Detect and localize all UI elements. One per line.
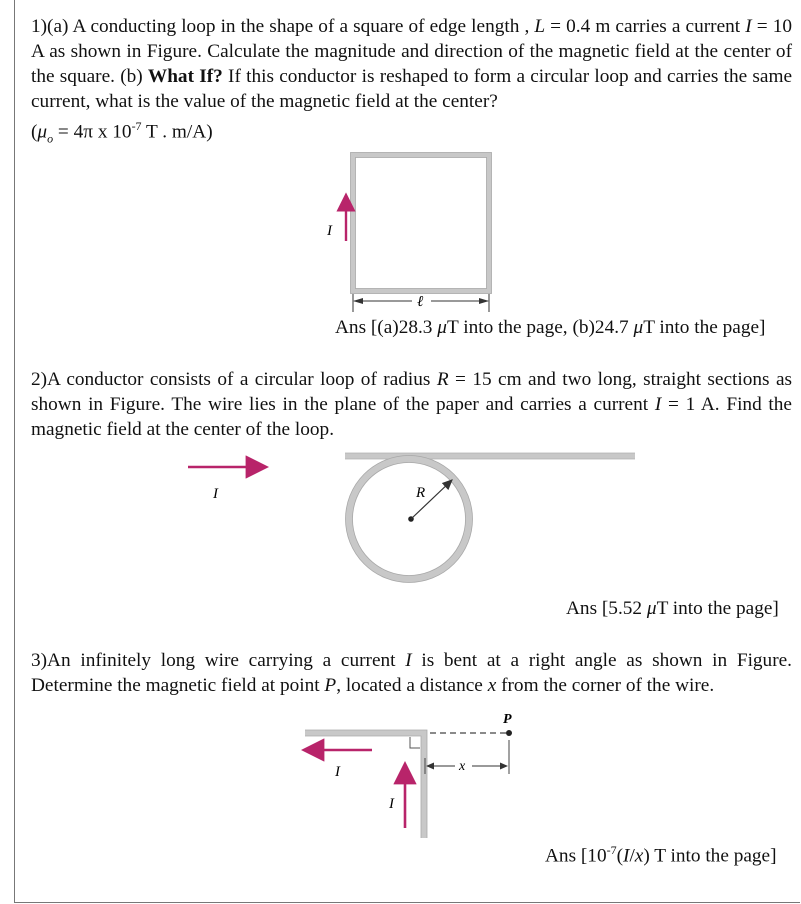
question-2-text: 2)A conductor consists of a circular loop of radius R = 15 cm and two long, straight sections as shown in Figure. The wire lies in the plane of the paper and carries a current I = 1 A. Find the magnetic field at the center of the loop.	[31, 369, 793, 440]
distance-label: x	[459, 759, 466, 774]
figure-1-square-loop	[300, 148, 520, 318]
answer-1: Ans [(a)28.3 μT into the page, (b)24.7 μT into the page]	[335, 317, 766, 338]
answer-2: Ans [5.52 μT into the page]	[566, 598, 779, 619]
question-3-text: 3)An infinitely long wire carrying a current I is bent at a right angle as shown in Figure. Determine the magnetic field at point P, located a distance x from the corner of the wire.	[31, 650, 793, 696]
figure-2-loop-wire	[180, 440, 640, 600]
figure-3-bent-wire	[300, 710, 530, 840]
point-P-label: P	[503, 712, 512, 727]
answer-3: Ans [$10^{-7}(I/x)$ T into the page]	[545, 843, 777, 867]
current-label-up: I	[389, 796, 394, 812]
current-label: I	[213, 486, 218, 502]
square-wire	[353, 155, 489, 291]
edge-label: ℓ	[417, 294, 424, 310]
question-1-text: 1)(a) A conducting loop in the shape of a square of edge length , L = 0.4 m carries a current I = 10 A as shown in Figure. Calculate the magnitude and direction of the magnetic field at the center of the square. (b) What If? If this conductor is reshaped to form a circular loop and carries the same current, what is the value of the magnetic field at the center? ($\mu_o = 4\pi$ x $10^{-7}$ T . m/A)	[31, 16, 793, 146]
right-angle-mark	[410, 737, 420, 748]
radius-label: R	[416, 485, 426, 501]
current-label-left: I	[335, 764, 340, 780]
point-P	[506, 730, 512, 736]
current-label: I	[327, 223, 332, 239]
